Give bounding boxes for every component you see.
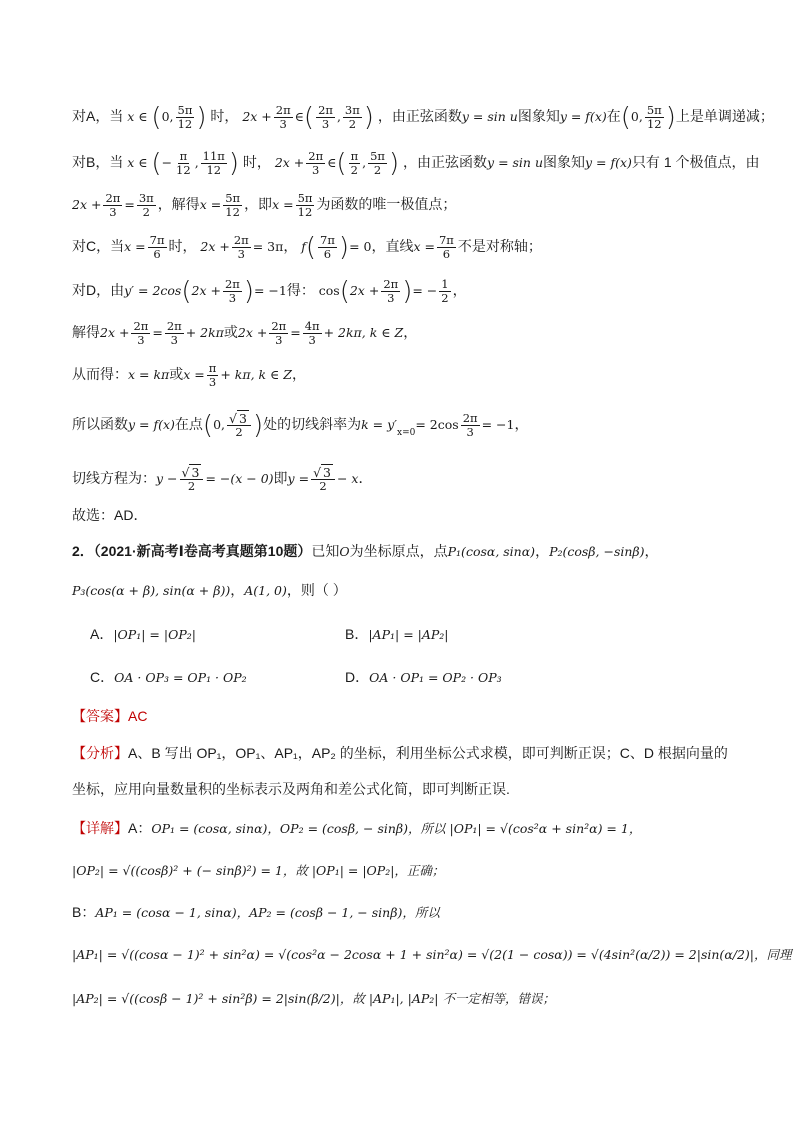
text: 故选：AD． <box>72 507 148 523</box>
text: 只有 1 个极值点，由 <box>631 154 760 171</box>
math: x ∈ <box>127 109 148 125</box>
solution-line-d5 <box>72 466 754 493</box>
fraction: $\frac{5\pi}{12}$ <box>177 103 193 131</box>
fraction: $\frac{2\pi}{3}$ <box>383 277 399 305</box>
math: |AP₁| = √((cosα − 1)² + sin²α) = √(cos²α − 2cosα + 1 + sin²α) = √(2(1 − cosα)) = √(4sin²(α/2)) = 2|sin(α/2)|，同理 <box>72 947 792 962</box>
text: 所以函数 <box>72 416 128 433</box>
paren: ( <box>305 232 317 263</box>
math: x = <box>124 239 146 255</box>
paren: ( <box>202 410 214 441</box>
text: 在点 <box>174 416 203 433</box>
fraction: $\frac{2\pi}{3}$ <box>133 319 149 347</box>
math: = <box>124 197 135 213</box>
math: = <box>290 325 301 341</box>
fraction: $\frac{\pi}{12}$ <box>176 149 191 177</box>
fraction: $\frac{11\pi}{12}$ <box>202 149 225 177</box>
answer-line-1 <box>72 505 754 525</box>
paren: ( <box>303 102 315 133</box>
math: = −(x − 0) <box>205 471 274 487</box>
fraction: $\frac{4\pi}{3}$ <box>304 319 320 347</box>
option-label: A． <box>90 626 114 642</box>
fraction: $\frac{5\pi}{2}$ <box>370 149 385 177</box>
text: ，即 <box>244 196 273 213</box>
analysis-line2 <box>72 779 754 799</box>
fraction: $\frac{2\pi}{3}$ <box>275 103 291 131</box>
text: ，直线 <box>371 238 414 255</box>
math: P₂(cosβ, −sinβ) <box>549 544 645 559</box>
text: 不是对称轴； <box>457 238 542 255</box>
fraction: $\frac{7\pi}{6}$ <box>438 233 454 261</box>
detail-line1 <box>72 818 754 839</box>
text: ， <box>644 543 659 559</box>
fraction: $\frac{2\pi}{3}$ <box>233 233 249 261</box>
math: = −1 <box>253 283 287 299</box>
text: ， <box>403 324 418 341</box>
fraction: $\frac{7\pi}{6}$ <box>320 233 335 261</box>
fraction: $\frac{√ 3}{2}$ <box>311 466 335 493</box>
fraction: $\frac{2\pi}{3}$ <box>271 319 287 347</box>
math: x=0 <box>397 428 416 439</box>
analysis-text: 坐标，应用向量数量积的坐标表示及两角和差公式化简，即可判断正误. <box>72 781 510 797</box>
detail-line4 <box>72 944 792 965</box>
text: ，由正弦函数 <box>403 154 488 171</box>
paren: ( <box>181 276 192 307</box>
math: AP₁ = (cosα − 1, sinα)，AP₂ = (cosβ − 1, − sinβ)，所以 <box>95 905 440 920</box>
question-number: 2． <box>72 543 94 559</box>
comma: , <box>336 109 341 125</box>
question-source: （2021·新高考Ⅰ卷高考真题第10题） <box>93 543 312 559</box>
solution-line-d4 <box>72 412 754 443</box>
fraction: $\frac{5\pi}{12}$ <box>225 191 241 219</box>
sqrt: √ 3 <box>311 466 335 480</box>
math: x = kπ <box>128 367 170 383</box>
text: 处的切线斜率为 <box>263 416 362 433</box>
math: − <box>161 155 173 171</box>
option-label: B． <box>345 626 369 642</box>
text: 在 <box>606 108 621 125</box>
paren: ) <box>665 102 676 133</box>
math: y = <box>287 471 310 487</box>
fraction: $\frac{2\pi}{3}$ <box>462 411 478 439</box>
solution-line-b1 <box>72 148 760 179</box>
math: y = f(x) <box>559 109 607 125</box>
text: 即 <box>273 470 288 487</box>
math: x = <box>272 197 294 213</box>
text: 从而得： <box>72 366 128 383</box>
paren: ( <box>620 102 631 133</box>
paren: ) <box>388 148 400 179</box>
solution-line-b2 <box>72 192 754 219</box>
text: B： <box>72 904 96 920</box>
fraction: $\frac{5\pi}{12}$ <box>297 191 313 219</box>
math: 2x + <box>200 239 230 255</box>
text: 时， <box>210 108 239 125</box>
math: 2x + <box>242 109 272 125</box>
text: ，解得 <box>157 196 200 213</box>
math: + 2kπ, k ∈ Z <box>323 325 404 341</box>
fraction: $\frac{7\pi}{6}$ <box>149 233 165 261</box>
math: x ∈ <box>127 155 148 171</box>
math: = <box>152 325 163 341</box>
fraction: $\frac{2\pi}{3}$ <box>166 319 182 347</box>
option-content: OA · OP₁ = OP₂ · OP₃ <box>369 670 502 685</box>
option-label: C． <box>90 669 115 685</box>
math: ∈ <box>327 155 337 171</box>
paren: ) <box>363 102 374 133</box>
sqrt: √ 3 <box>227 412 251 426</box>
math: P₃(cos(α + β), sin(α + β)) <box>72 583 231 598</box>
answer-value: AC <box>128 708 148 724</box>
text: 为函数的唯一极值点； <box>316 196 457 213</box>
fraction: $\frac{√ 3}{2}$ <box>180 466 204 493</box>
fraction: $\frac{√ 3}{2}$ <box>227 412 251 439</box>
fraction: $\frac{\pi}{3}$ <box>208 361 217 389</box>
text: 时， <box>168 238 197 255</box>
fraction: $\frac{3\pi}{2}$ <box>138 191 154 219</box>
math: f <box>301 239 306 255</box>
text: 对C，当 <box>72 238 125 255</box>
comma: , <box>362 155 367 171</box>
text: ， <box>283 238 298 255</box>
detail-tag: 【详解】 <box>72 820 128 836</box>
text: 解得 <box>72 324 100 341</box>
math: y = sin u <box>487 155 544 171</box>
fraction: $\frac{2\pi}{3}$ <box>308 149 324 177</box>
detail-line3 <box>72 902 754 923</box>
option-content: |OP₁| = |OP₂| <box>113 627 196 642</box>
math: y = f(x) <box>128 417 175 433</box>
analysis-text: A、B 写出 OP₁，OP₁、AP₁，AP₂ 的坐标，利用坐标公式求模，即可判断正误；C、D 根据向量的 <box>128 745 728 761</box>
paren: ( <box>151 148 162 179</box>
text: ， <box>291 366 306 383</box>
text: 图象知 <box>543 154 586 171</box>
math: x = <box>183 367 205 383</box>
question-2-line1 <box>72 541 754 562</box>
text: ． <box>358 470 373 487</box>
math: P₁(cosα, sinα) <box>447 544 536 559</box>
option-d[interactable] <box>345 667 502 688</box>
math: 0, <box>213 417 226 433</box>
fraction: $\frac{2\pi}{3}$ <box>318 103 333 131</box>
detail-line2 <box>72 860 754 881</box>
math: 2x + <box>72 197 102 213</box>
paren: ( <box>151 102 162 133</box>
question-2-line2 <box>72 580 754 601</box>
math: = − <box>412 283 438 299</box>
answer-tag: 【答案】 <box>72 708 128 724</box>
answer-line <box>72 706 754 726</box>
math: ∈ <box>294 109 304 125</box>
text: 对A，当 <box>72 108 124 125</box>
math: O <box>339 544 350 559</box>
option-c[interactable] <box>90 667 247 688</box>
text: ， <box>452 282 467 299</box>
solution-line-d2 <box>72 320 754 347</box>
paren: ) <box>243 276 254 307</box>
sqrt: √ 3 <box>180 466 204 480</box>
fraction: $\frac{\pi}{2}$ <box>350 149 359 177</box>
text: 对B，当 <box>72 154 124 171</box>
analysis-line1 <box>72 743 754 763</box>
text: 时， <box>242 154 271 171</box>
analysis-tag: 【分析】 <box>72 745 128 761</box>
detail-line5 <box>72 988 754 1009</box>
text: 图象知 <box>517 108 560 125</box>
text: 切线方程为： <box>72 470 156 487</box>
math: x = <box>199 197 222 213</box>
text: ， <box>230 582 245 598</box>
math: |OP₂| = √((cosβ)² + (− sinβ)²) = 1，故 |OP₁| = |OP₂|，正确； <box>72 863 445 878</box>
paren: ) <box>402 276 413 307</box>
text: 或 <box>169 366 184 383</box>
math: x = <box>413 239 435 255</box>
text: 已知 <box>311 543 340 559</box>
paren: ( <box>336 148 347 179</box>
math: 2x + <box>349 283 380 299</box>
math: − x <box>336 471 359 487</box>
paren: ) <box>228 148 240 179</box>
math: OP₁ = (cosα, sinα)，OP₂ = (cosβ, − sinβ)，所以 |OP₁| = √(cos²α + sin²α) = 1， <box>151 821 642 836</box>
math: y′ = 2cos <box>124 283 182 299</box>
math: = 3π <box>252 239 284 255</box>
option-content: |AP₁| = |AP₂| <box>368 627 449 642</box>
paren: ) <box>196 102 207 133</box>
option-a[interactable] <box>90 624 196 645</box>
solution-line-d3 <box>72 362 754 389</box>
option-label: D． <box>345 669 370 685</box>
fraction: $\frac{2\pi}{3}$ <box>224 277 240 305</box>
paren: ) <box>252 410 264 441</box>
math: k = y′ <box>361 417 397 433</box>
solution-line-c <box>72 234 754 261</box>
text: ，则（ ） <box>286 582 347 598</box>
option-b[interactable] <box>345 624 449 645</box>
solution-line-a <box>72 102 774 133</box>
option-content: OA · OP₃ = OP₁ · OP₂ <box>114 670 247 685</box>
comma: , <box>194 155 199 171</box>
text: ， <box>514 416 529 433</box>
fraction: $\frac{5\pi}{12}$ <box>646 103 662 131</box>
text: 为坐标原点，点 <box>349 543 448 559</box>
text: ， <box>535 543 550 559</box>
fraction: $\frac{1}{2}$ <box>441 277 449 305</box>
text: A： <box>128 820 152 836</box>
text: 得： <box>286 282 315 299</box>
text: 对D，由 <box>72 282 125 299</box>
math: + kπ, k ∈ Z <box>220 367 292 383</box>
math: + 2kπ <box>185 325 224 341</box>
text: 或 <box>223 324 238 341</box>
paren: ( <box>339 276 350 307</box>
math: |AP₂| = √((cosβ − 1)² + sin²β) = 2|sin(β/2)|，故 |AP₁|, |AP₂| 不一定相等，错误； <box>72 991 555 1006</box>
math: A(1, 0) <box>244 583 287 598</box>
solution-line-d1 <box>72 278 754 305</box>
math: y = f(x) <box>585 155 632 171</box>
fraction: $\frac{2\pi}{3}$ <box>105 191 121 219</box>
math: y = sin u <box>461 109 518 125</box>
math: 2x + <box>100 325 130 341</box>
math: 2x + <box>237 325 268 341</box>
math: = −1 <box>481 417 515 433</box>
math: 0, <box>161 109 174 125</box>
math: 2x + <box>191 283 221 299</box>
math: = 0 <box>349 239 372 255</box>
text: 上是单调递减； <box>675 108 774 125</box>
math: 2x + <box>274 155 305 171</box>
math: cos <box>318 283 340 299</box>
paren: ) <box>338 232 350 263</box>
math: y − <box>156 471 178 487</box>
text: ，由正弦函数 <box>377 108 462 125</box>
fraction: $\frac{3\pi}{2}$ <box>344 103 360 131</box>
math: = 2cos <box>415 417 459 433</box>
math: 0, <box>630 109 643 125</box>
